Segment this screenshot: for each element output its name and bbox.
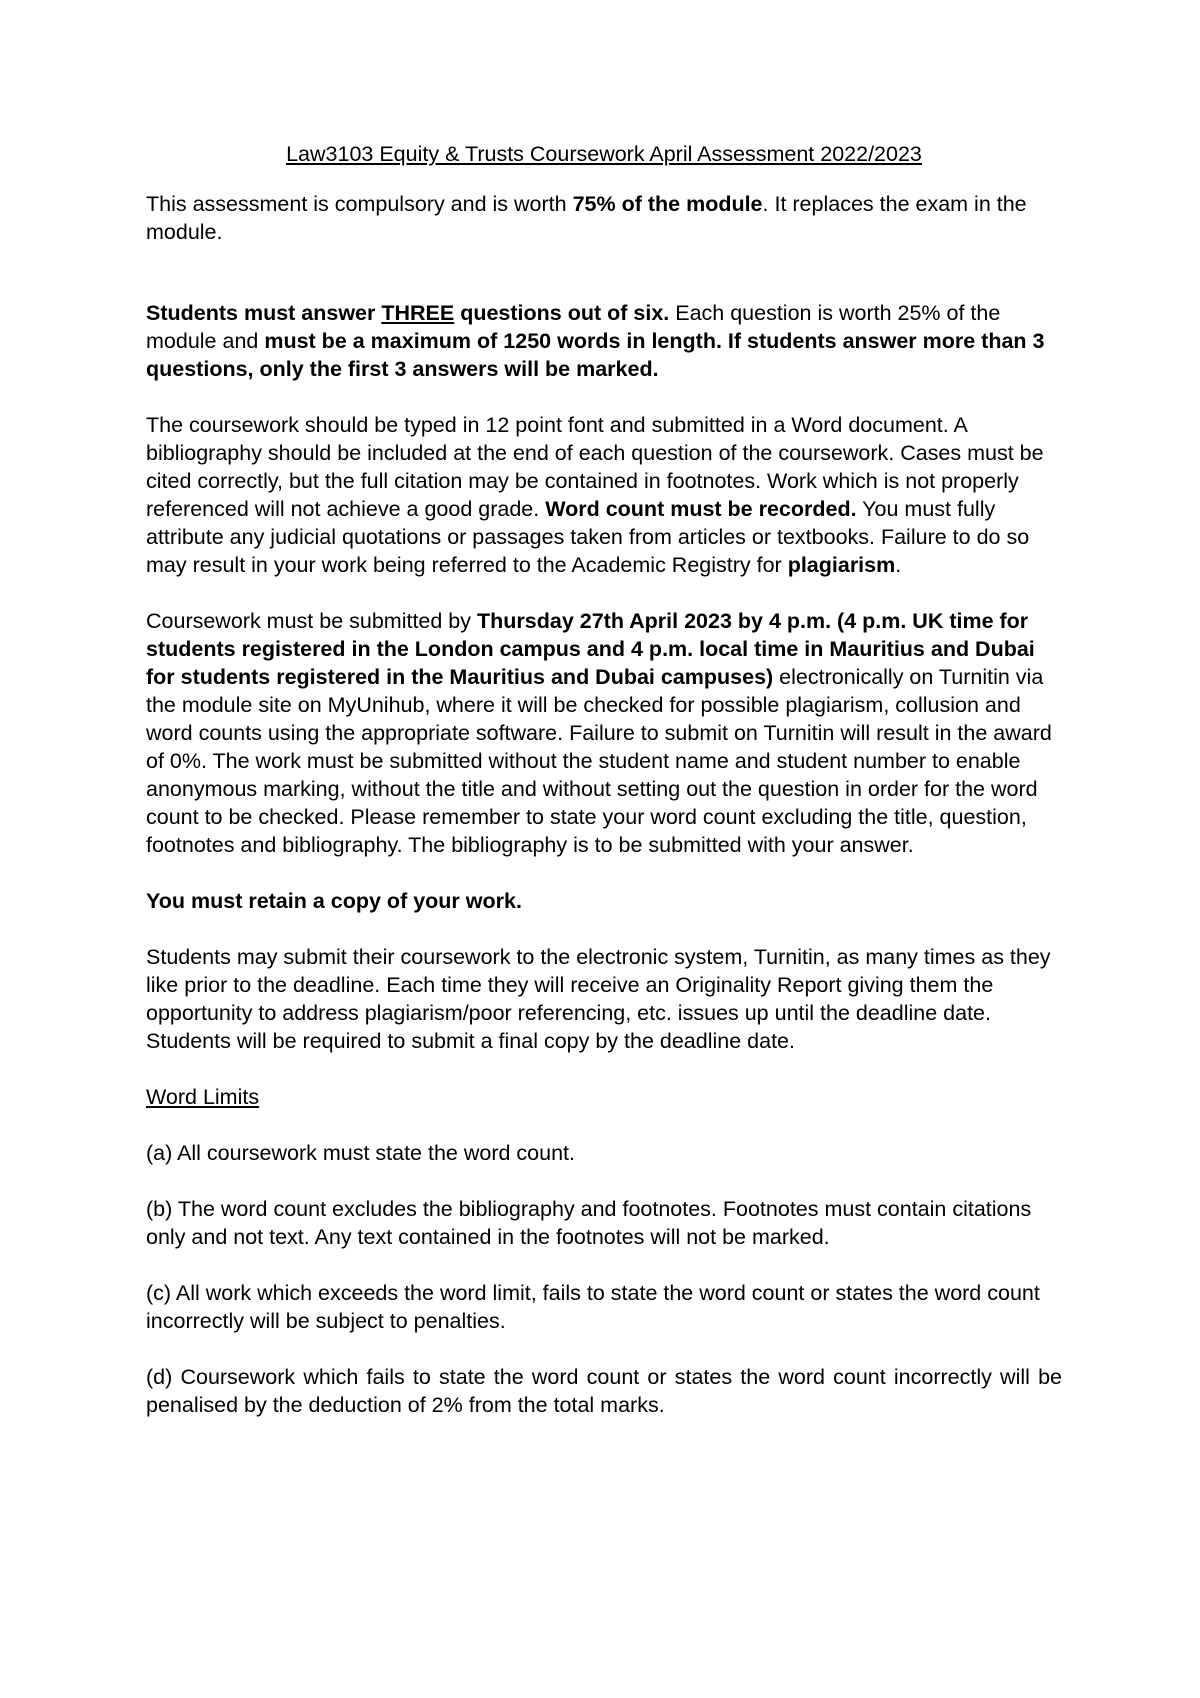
submission-text-2: electronically on Turnitin via the module site on MyUnihub, where it will be checked for possible plagiarism, collusion and word counts using the appropriate software. Failure to submit on Turnitin will result in the award of 0%. The work must be submitted without the student name and student number to enable anonymous marking, without the title and without setting out the question in order for the word count to be checked. Please remember to state your word count excluding the title, question, footnotes and bibliography. The bibliography is to be submitted with your answer. — [146, 665, 1052, 857]
requirements-bold-2: questions out of six. — [454, 301, 670, 325]
submission-text-1: Coursework must be submitted by — [146, 609, 477, 633]
document-page — [146, 140, 1062, 1447]
format-bold-word-count: Word count must be recorded. — [545, 497, 857, 521]
requirements-bold-3: must be a maximum of 1250 words in length. If students answer more than 3 questions, only the first 3 answers will be marked. — [146, 329, 1045, 381]
retain-bold: You must retain a copy of your work. — [146, 889, 522, 913]
format-text-3: . — [895, 553, 902, 577]
format-text-2: You must fully attribute any judicial quotations or passages taken from articles or textbooks. Failure to do so may result in your work being referred to the Academic Registry for — [146, 497, 1030, 577]
word-limit-item-b: (b) The word count excludes the bibliography and footnotes. Footnotes must contain citations only and not text. Any text contained in the footnotes will not be marked. — [146, 1197, 1032, 1249]
submission-paragraph — [146, 607, 1062, 859]
word-limits-heading: Word Limits — [146, 1085, 260, 1109]
requirements-three-underlined: THREE — [381, 301, 455, 325]
intro-paragraph — [146, 190, 1062, 246]
intro-text-1: This assessment is compulsory and is worth — [146, 192, 573, 216]
turnitin-paragraph: Students may submit their coursework to the electronic system, Turnitin, as many times as they like prior to the deadline. Each time they will receive an Originality Report giving them the opportunity to address plagiarism/poor referencing, etc. issues up until the deadline date. Students will be required to submit a final copy by the deadline date. — [146, 945, 1051, 1053]
word-limit-item-c: (c) All work which exceeds the word limit, fails to state the word count or states the word count incorrectly will be subject to penalties. — [146, 1281, 1040, 1333]
submission-bold-deadline: Thursday 27th April 2023 by 4 p.m. (4 p.m. UK time for students registered in the London campus and 4 p.m. local time in Mauritius and Dubai for students registered in the Mauritius and Dubai campuses) — [146, 609, 1035, 689]
intro-bold-weight: 75% of the module — [572, 192, 763, 216]
document-title: Law3103 Equity & Trusts Coursework April Assessment 2022/2023 — [286, 142, 922, 166]
word-limit-item-a: (a) All coursework must state the word count. — [146, 1141, 575, 1165]
intro-text-2: . It replaces the exam in the module. — [146, 192, 1027, 244]
format-paragraph — [146, 411, 1062, 579]
requirements-bold-1: Students must answer — [146, 301, 382, 325]
format-text-1: The coursework should be typed in 12 point font and submitted in a Word document. A bibliography should be included at the end of each question of the coursework. Cases must be cited correctly, but the full citation may be contained in footnotes. Work which is not properly referenced will not achieve a good grade. — [146, 413, 1044, 521]
retain-paragraph — [146, 887, 1062, 915]
requirements-paragraph — [146, 299, 1062, 383]
format-bold-plagiarism: plagiarism — [787, 553, 896, 577]
requirements-text-1: Each question is worth 25% of the module and — [146, 301, 1001, 353]
word-limit-item-d: (d) Coursework which fails to state the word count or states the word count incorrectly will be penalised by the deduction of 2% from the total marks. — [146, 1365, 1062, 1417]
